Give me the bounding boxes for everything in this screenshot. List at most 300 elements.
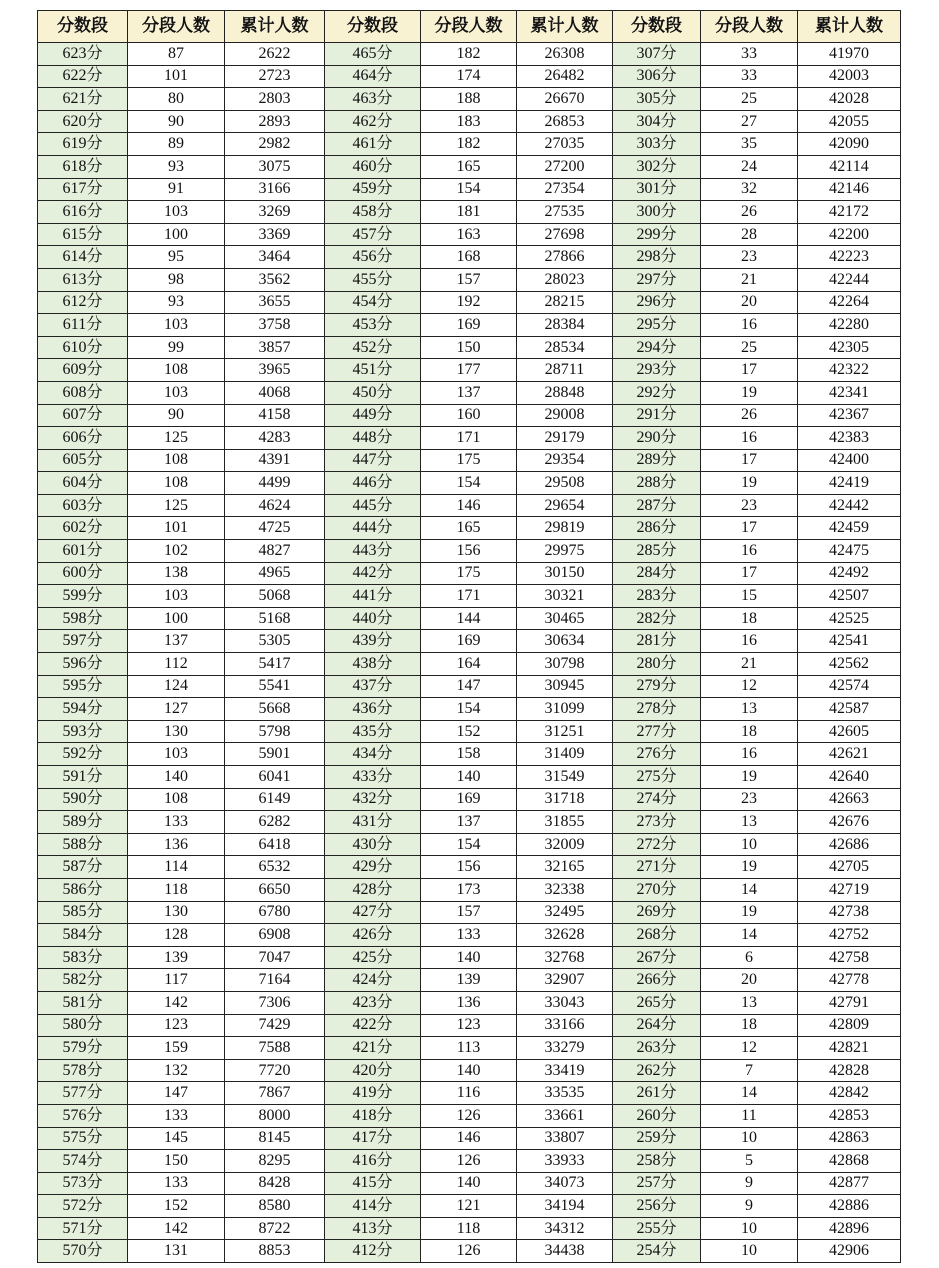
cumulative-count-cell: 42896 <box>798 1217 901 1240</box>
score-range-cell: 597分 <box>38 630 128 653</box>
segment-count-cell: 171 <box>421 585 517 608</box>
cumulative-count-cell: 42906 <box>798 1240 901 1263</box>
cumulative-count-cell: 42719 <box>798 878 901 901</box>
score-range-cell: 451分 <box>325 359 421 382</box>
cumulative-count-cell: 42400 <box>798 449 901 472</box>
cumulative-count-cell: 7720 <box>225 1059 325 1082</box>
cumulative-count-cell: 27535 <box>517 201 613 224</box>
header-segment-count-2: 分段人数 <box>421 11 517 43</box>
table-row <box>38 110 901 133</box>
score-range-cell: 453分 <box>325 314 421 337</box>
segment-count-cell: 136 <box>421 991 517 1014</box>
table-row <box>38 698 901 721</box>
table-row <box>38 562 901 585</box>
score-range-cell: 268分 <box>613 924 701 947</box>
cumulative-count-cell: 42305 <box>798 336 901 359</box>
score-range-cell: 603分 <box>38 494 128 517</box>
segment-count-cell: 33 <box>701 43 798 66</box>
score-range-cell: 578分 <box>38 1059 128 1082</box>
segment-count-cell: 23 <box>701 494 798 517</box>
cumulative-count-cell: 42877 <box>798 1172 901 1195</box>
score-range-cell: 298分 <box>613 246 701 269</box>
segment-count-cell: 19 <box>701 856 798 879</box>
score-range-cell: 613分 <box>38 268 128 291</box>
score-range-cell: 456分 <box>325 246 421 269</box>
segment-count-cell: 90 <box>128 404 225 427</box>
segment-count-cell: 140 <box>421 766 517 789</box>
cumulative-count-cell: 27698 <box>517 223 613 246</box>
segment-count-cell: 89 <box>128 133 225 156</box>
score-range-cell: 432分 <box>325 788 421 811</box>
score-range-cell: 261分 <box>613 1082 701 1105</box>
score-range-cell: 430分 <box>325 833 421 856</box>
cumulative-count-cell: 32165 <box>517 856 613 879</box>
segment-count-cell: 125 <box>128 494 225 517</box>
score-range-cell: 282分 <box>613 607 701 630</box>
table-row <box>38 88 901 111</box>
cumulative-count-cell: 42821 <box>798 1037 901 1060</box>
cumulative-count-cell: 42863 <box>798 1127 901 1150</box>
score-range-cell: 450分 <box>325 381 421 404</box>
score-range-cell: 581分 <box>38 991 128 1014</box>
cumulative-count-cell: 8295 <box>225 1150 325 1173</box>
table-row <box>38 720 901 743</box>
cumulative-count-cell: 42842 <box>798 1082 901 1105</box>
score-range-cell: 592分 <box>38 743 128 766</box>
cumulative-count-cell: 8853 <box>225 1240 325 1263</box>
segment-count-cell: 26 <box>701 201 798 224</box>
cumulative-count-cell: 42475 <box>798 540 901 563</box>
header-score-range-2: 分数段 <box>325 11 421 43</box>
table-row <box>38 788 901 811</box>
cumulative-count-cell: 32628 <box>517 924 613 947</box>
segment-count-cell: 15 <box>701 585 798 608</box>
segment-count-cell: 154 <box>421 472 517 495</box>
cumulative-count-cell: 42676 <box>798 811 901 834</box>
score-range-cell: 420分 <box>325 1059 421 1082</box>
table-row <box>38 1195 901 1218</box>
score-range-cell: 463分 <box>325 88 421 111</box>
score-range-cell: 596分 <box>38 653 128 676</box>
score-range-cell: 576分 <box>38 1104 128 1127</box>
segment-count-cell: 10 <box>701 833 798 856</box>
segment-count-cell: 132 <box>128 1059 225 1082</box>
table-row <box>38 201 901 224</box>
cumulative-count-cell: 42341 <box>798 381 901 404</box>
segment-count-cell: 14 <box>701 1082 798 1105</box>
cumulative-count-cell: 27866 <box>517 246 613 269</box>
table-row <box>38 1150 901 1173</box>
score-range-cell: 440分 <box>325 607 421 630</box>
score-range-cell: 289分 <box>613 449 701 472</box>
score-range-cell: 434分 <box>325 743 421 766</box>
score-range-cell: 271分 <box>613 856 701 879</box>
cumulative-count-cell: 28384 <box>517 314 613 337</box>
score-range-cell: 441分 <box>325 585 421 608</box>
score-range-cell: 447分 <box>325 449 421 472</box>
table-body <box>38 43 901 1263</box>
segment-count-cell: 80 <box>128 88 225 111</box>
segment-count-cell: 112 <box>128 653 225 676</box>
score-range-cell: 446分 <box>325 472 421 495</box>
score-range-cell: 254分 <box>613 1240 701 1263</box>
table-row <box>38 743 901 766</box>
score-range-cell: 436分 <box>325 698 421 721</box>
cumulative-count-cell: 3269 <box>225 201 325 224</box>
cumulative-count-cell: 26308 <box>517 43 613 66</box>
segment-count-cell: 163 <box>421 223 517 246</box>
cumulative-count-cell: 8428 <box>225 1172 325 1195</box>
segment-count-cell: 17 <box>701 562 798 585</box>
segment-count-cell: 145 <box>128 1127 225 1150</box>
cumulative-count-cell: 6780 <box>225 901 325 924</box>
score-range-cell: 424分 <box>325 969 421 992</box>
table-row <box>38 1059 901 1082</box>
score-range-cell: 600分 <box>38 562 128 585</box>
cumulative-count-cell: 42541 <box>798 630 901 653</box>
cumulative-count-cell: 27200 <box>517 155 613 178</box>
cumulative-count-cell: 8580 <box>225 1195 325 1218</box>
score-range-cell: 283分 <box>613 585 701 608</box>
segment-count-cell: 102 <box>128 540 225 563</box>
table-row <box>38 359 901 382</box>
cumulative-count-cell: 28534 <box>517 336 613 359</box>
segment-count-cell: 108 <box>128 449 225 472</box>
cumulative-count-cell: 26482 <box>517 65 613 88</box>
cumulative-count-cell: 3075 <box>225 155 325 178</box>
segment-count-cell: 118 <box>128 878 225 901</box>
table-row <box>38 133 901 156</box>
cumulative-count-cell: 34438 <box>517 1240 613 1263</box>
cumulative-count-cell: 42621 <box>798 743 901 766</box>
cumulative-count-cell: 5541 <box>225 675 325 698</box>
score-range-cell: 604分 <box>38 472 128 495</box>
table-row <box>38 223 901 246</box>
score-range-cell: 294分 <box>613 336 701 359</box>
score-range-cell: 573分 <box>38 1172 128 1195</box>
cumulative-count-cell: 32768 <box>517 946 613 969</box>
segment-count-cell: 17 <box>701 359 798 382</box>
segment-count-cell: 25 <box>701 336 798 359</box>
segment-count-cell: 133 <box>421 924 517 947</box>
cumulative-count-cell: 42114 <box>798 155 901 178</box>
segment-count-cell: 98 <box>128 268 225 291</box>
score-range-cell: 419分 <box>325 1082 421 1105</box>
cumulative-count-cell: 3464 <box>225 246 325 269</box>
score-range-cell: 412分 <box>325 1240 421 1263</box>
cumulative-count-cell: 27354 <box>517 178 613 201</box>
segment-count-cell: 124 <box>128 675 225 698</box>
segment-count-cell: 192 <box>421 291 517 314</box>
segment-count-cell: 103 <box>128 314 225 337</box>
score-range-cell: 465分 <box>325 43 421 66</box>
segment-count-cell: 9 <box>701 1195 798 1218</box>
cumulative-count-cell: 33535 <box>517 1082 613 1105</box>
score-range-cell: 620分 <box>38 110 128 133</box>
score-range-cell: 572分 <box>38 1195 128 1218</box>
score-range-cell: 255分 <box>613 1217 701 1240</box>
segment-count-cell: 103 <box>128 201 225 224</box>
segment-count-cell: 19 <box>701 472 798 495</box>
cumulative-count-cell: 7047 <box>225 946 325 969</box>
cumulative-count-cell: 29508 <box>517 472 613 495</box>
score-range-cell: 445分 <box>325 494 421 517</box>
cumulative-count-cell: 33043 <box>517 991 613 1014</box>
score-range-cell: 583分 <box>38 946 128 969</box>
table-row <box>38 427 901 450</box>
cumulative-count-cell: 26853 <box>517 110 613 133</box>
score-range-cell: 301分 <box>613 178 701 201</box>
score-range-cell: 426分 <box>325 924 421 947</box>
cumulative-count-cell: 42705 <box>798 856 901 879</box>
cumulative-count-cell: 29975 <box>517 540 613 563</box>
segment-count-cell: 13 <box>701 698 798 721</box>
segment-count-cell: 130 <box>128 720 225 743</box>
header-cumulative-count-3: 累计人数 <box>798 11 901 43</box>
segment-count-cell: 103 <box>128 743 225 766</box>
table-row <box>38 291 901 314</box>
segment-count-cell: 164 <box>421 653 517 676</box>
score-range-cell: 276分 <box>613 743 701 766</box>
score-range-cell: 575分 <box>38 1127 128 1150</box>
table-row <box>38 1014 901 1037</box>
cumulative-count-cell: 42223 <box>798 246 901 269</box>
table-row <box>38 517 901 540</box>
score-range-cell: 580分 <box>38 1014 128 1037</box>
segment-count-cell: 169 <box>421 630 517 653</box>
segment-count-cell: 20 <box>701 969 798 992</box>
score-range-cell: 618分 <box>38 155 128 178</box>
table-row <box>38 901 901 924</box>
segment-count-cell: 152 <box>421 720 517 743</box>
cumulative-count-cell: 7867 <box>225 1082 325 1105</box>
score-range-cell: 428分 <box>325 878 421 901</box>
score-range-cell: 619分 <box>38 133 128 156</box>
segment-count-cell: 188 <box>421 88 517 111</box>
table-row <box>38 65 901 88</box>
segment-count-cell: 114 <box>128 856 225 879</box>
segment-count-cell: 125 <box>128 427 225 450</box>
score-range-cell: 414分 <box>325 1195 421 1218</box>
cumulative-count-cell: 42605 <box>798 720 901 743</box>
segment-count-cell: 130 <box>128 901 225 924</box>
segment-count-cell: 140 <box>421 1059 517 1082</box>
score-range-cell: 275分 <box>613 766 701 789</box>
segment-count-cell: 21 <box>701 268 798 291</box>
segment-count-cell: 182 <box>421 43 517 66</box>
segment-count-cell: 140 <box>421 1172 517 1195</box>
cumulative-count-cell: 8722 <box>225 1217 325 1240</box>
table-row <box>38 540 901 563</box>
score-range-cell: 277分 <box>613 720 701 743</box>
segment-count-cell: 16 <box>701 427 798 450</box>
segment-count-cell: 175 <box>421 562 517 585</box>
segment-count-cell: 100 <box>128 607 225 630</box>
cumulative-count-cell: 8145 <box>225 1127 325 1150</box>
cumulative-count-cell: 5417 <box>225 653 325 676</box>
table-row <box>38 1082 901 1105</box>
table-row <box>38 336 901 359</box>
cumulative-count-cell: 42090 <box>798 133 901 156</box>
score-range-cell: 571分 <box>38 1217 128 1240</box>
score-range-cell: 263分 <box>613 1037 701 1060</box>
header-segment-count-1: 分段人数 <box>128 11 225 43</box>
score-range-cell: 595分 <box>38 675 128 698</box>
score-range-cell: 267分 <box>613 946 701 969</box>
cumulative-count-cell: 30150 <box>517 562 613 585</box>
header-cumulative-count-2: 累计人数 <box>517 11 613 43</box>
segment-count-cell: 11 <box>701 1104 798 1127</box>
table-row <box>38 630 901 653</box>
segment-count-cell: 9 <box>701 1172 798 1195</box>
table-row <box>38 585 901 608</box>
segment-count-cell: 19 <box>701 766 798 789</box>
score-range-cell: 291分 <box>613 404 701 427</box>
cumulative-count-cell: 34312 <box>517 1217 613 1240</box>
cumulative-count-cell: 2982 <box>225 133 325 156</box>
score-range-cell: 262分 <box>613 1059 701 1082</box>
segment-count-cell: 126 <box>421 1150 517 1173</box>
cumulative-count-cell: 42758 <box>798 946 901 969</box>
score-range-cell: 286分 <box>613 517 701 540</box>
cumulative-count-cell: 42853 <box>798 1104 901 1127</box>
score-range-cell: 415分 <box>325 1172 421 1195</box>
cumulative-count-cell: 6418 <box>225 833 325 856</box>
score-range-cell: 602分 <box>38 517 128 540</box>
score-range-cell: 598分 <box>38 607 128 630</box>
cumulative-count-cell: 4965 <box>225 562 325 585</box>
segment-count-cell: 103 <box>128 585 225 608</box>
cumulative-count-cell: 31251 <box>517 720 613 743</box>
score-range-cell: 616分 <box>38 201 128 224</box>
segment-count-cell: 169 <box>421 314 517 337</box>
score-range-cell: 425分 <box>325 946 421 969</box>
cumulative-count-cell: 33166 <box>517 1014 613 1037</box>
cumulative-count-cell: 30321 <box>517 585 613 608</box>
score-range-cell: 609分 <box>38 359 128 382</box>
segment-count-cell: 18 <box>701 720 798 743</box>
segment-count-cell: 126 <box>421 1104 517 1127</box>
segment-count-cell: 108 <box>128 788 225 811</box>
segment-count-cell: 103 <box>128 381 225 404</box>
score-range-cell: 269分 <box>613 901 701 924</box>
cumulative-count-cell: 42280 <box>798 314 901 337</box>
cumulative-count-cell: 6282 <box>225 811 325 834</box>
segment-count-cell: 91 <box>128 178 225 201</box>
segment-count-cell: 140 <box>421 946 517 969</box>
cumulative-count-cell: 29008 <box>517 404 613 427</box>
cumulative-count-cell: 4068 <box>225 381 325 404</box>
score-range-cell: 449分 <box>325 404 421 427</box>
score-range-cell: 610分 <box>38 336 128 359</box>
cumulative-count-cell: 7306 <box>225 991 325 1014</box>
score-range-cell: 299分 <box>613 223 701 246</box>
segment-count-cell: 181 <box>421 201 517 224</box>
cumulative-count-cell: 4624 <box>225 494 325 517</box>
score-range-cell: 577分 <box>38 1082 128 1105</box>
score-range-cell: 292分 <box>613 381 701 404</box>
table-row <box>38 878 901 901</box>
table-row <box>38 607 901 630</box>
segment-count-cell: 118 <box>421 1217 517 1240</box>
cumulative-count-cell: 42264 <box>798 291 901 314</box>
score-range-cell: 606分 <box>38 427 128 450</box>
table-row <box>38 675 901 698</box>
cumulative-count-cell: 3655 <box>225 291 325 314</box>
segment-count-cell: 123 <box>128 1014 225 1037</box>
segment-count-cell: 147 <box>128 1082 225 1105</box>
cumulative-count-cell: 29654 <box>517 494 613 517</box>
score-range-cell: 612分 <box>38 291 128 314</box>
score-range-cell: 260分 <box>613 1104 701 1127</box>
cumulative-count-cell: 6041 <box>225 766 325 789</box>
segment-count-cell: 26 <box>701 404 798 427</box>
cumulative-count-cell: 32495 <box>517 901 613 924</box>
segment-count-cell: 101 <box>128 517 225 540</box>
table-row <box>38 833 901 856</box>
table-row <box>38 494 901 517</box>
segment-count-cell: 19 <box>701 901 798 924</box>
score-range-cell: 303分 <box>613 133 701 156</box>
segment-count-cell: 146 <box>421 1127 517 1150</box>
score-range-cell: 429分 <box>325 856 421 879</box>
segment-count-cell: 16 <box>701 540 798 563</box>
table-row <box>38 856 901 879</box>
segment-count-cell: 5 <box>701 1150 798 1173</box>
table-row <box>38 1217 901 1240</box>
segment-count-cell: 171 <box>421 427 517 450</box>
segment-count-cell: 113 <box>421 1037 517 1060</box>
score-range-cell: 433分 <box>325 766 421 789</box>
table-row <box>38 924 901 947</box>
table-row <box>38 314 901 337</box>
segment-count-cell: 99 <box>128 336 225 359</box>
cumulative-count-cell: 42244 <box>798 268 901 291</box>
score-range-cell: 587分 <box>38 856 128 879</box>
segment-count-cell: 93 <box>128 291 225 314</box>
segment-count-cell: 108 <box>128 359 225 382</box>
cumulative-count-cell: 26670 <box>517 88 613 111</box>
segment-count-cell: 35 <box>701 133 798 156</box>
segment-count-cell: 126 <box>421 1240 517 1263</box>
table-row <box>38 946 901 969</box>
cumulative-count-cell: 42886 <box>798 1195 901 1218</box>
cumulative-count-cell: 41970 <box>798 43 901 66</box>
score-range-cell: 614分 <box>38 246 128 269</box>
score-range-cell: 259分 <box>613 1127 701 1150</box>
segment-count-cell: 147 <box>421 675 517 698</box>
cumulative-count-cell: 31549 <box>517 766 613 789</box>
score-range-cell: 570分 <box>38 1240 128 1263</box>
score-range-cell: 293分 <box>613 359 701 382</box>
segment-count-cell: 16 <box>701 314 798 337</box>
score-range-cell: 608分 <box>38 381 128 404</box>
cumulative-count-cell: 42507 <box>798 585 901 608</box>
header-row <box>38 11 901 43</box>
score-range-cell: 588分 <box>38 833 128 856</box>
score-range-cell: 437分 <box>325 675 421 698</box>
score-range-cell: 607分 <box>38 404 128 427</box>
segment-count-cell: 137 <box>128 630 225 653</box>
segment-count-cell: 183 <box>421 110 517 133</box>
segment-count-cell: 20 <box>701 291 798 314</box>
score-range-cell: 460分 <box>325 155 421 178</box>
score-range-cell: 617分 <box>38 178 128 201</box>
segment-count-cell: 131 <box>128 1240 225 1263</box>
score-range-cell: 278分 <box>613 698 701 721</box>
score-range-cell: 288分 <box>613 472 701 495</box>
table-row <box>38 1104 901 1127</box>
